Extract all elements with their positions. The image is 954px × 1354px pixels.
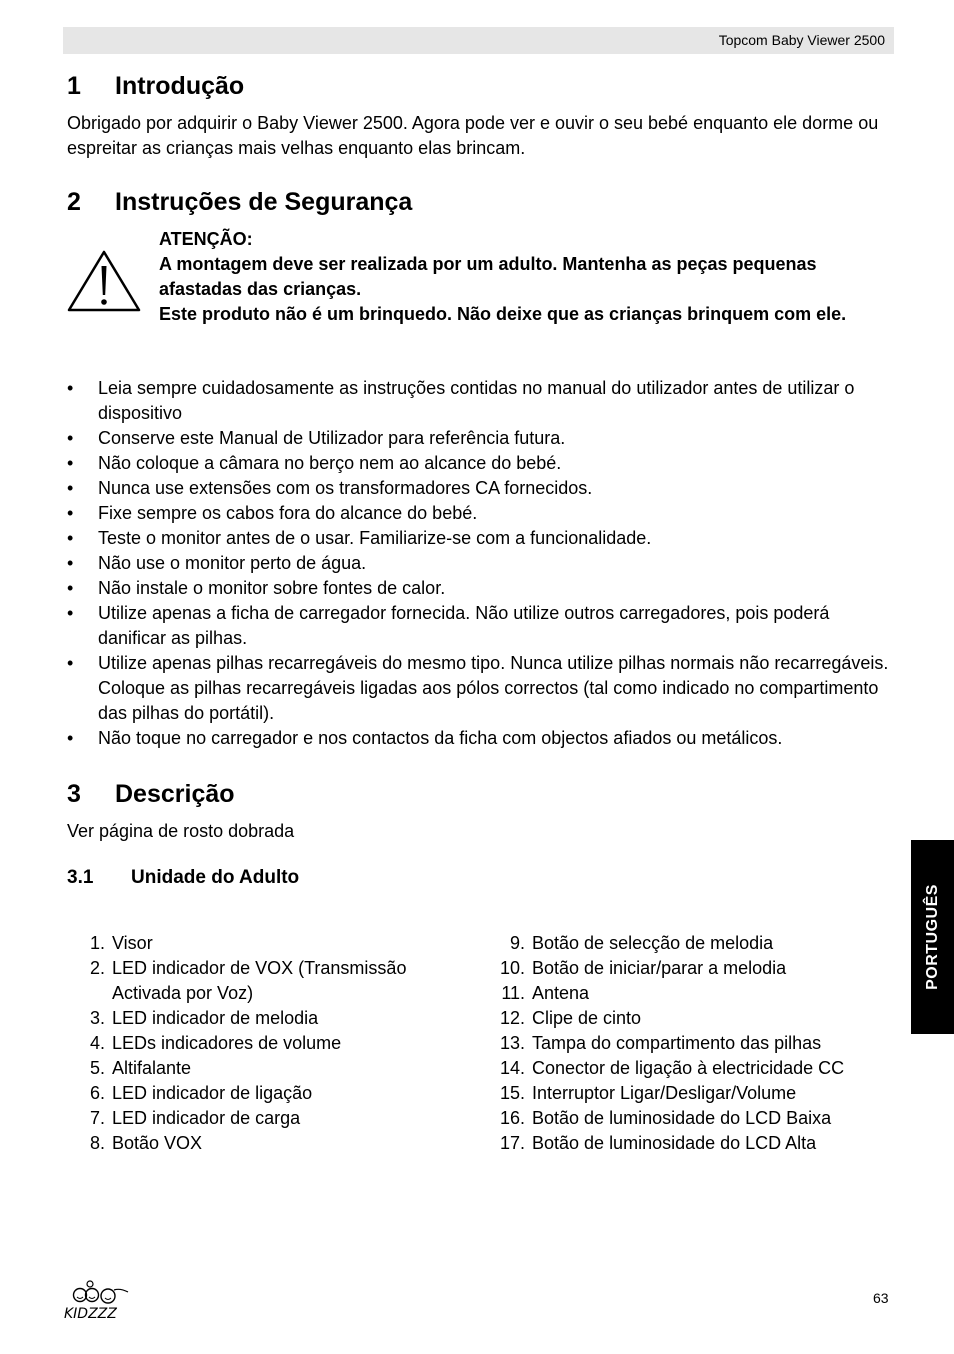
list-item: 1. Visor (89, 933, 153, 953)
kidzzz-logo-icon (62, 1278, 138, 1322)
header-bar (63, 27, 894, 54)
subsection-3-1-heading (67, 867, 299, 889)
list-item: 15. Interruptor Ligar/Desligar/Volume (499, 1083, 797, 1103)
section-2-number: 2 (67, 188, 81, 216)
list-item: 11. Antena (501, 983, 590, 1003)
list-item: 5. Altifalante (89, 1058, 192, 1078)
list-item: • Não coloque a câmara no berço nem ao alcance do bebé. (67, 451, 897, 476)
list-item: 12. Clipe de cinto (499, 1008, 642, 1028)
language-tab (911, 840, 954, 1034)
warning-triangle-icon (66, 248, 142, 314)
section-3-title: Descrição (115, 780, 235, 808)
list-item: • Leia sempre cuidadosamente as instruções contidas no manual do utilizador antes de utilizar o dispositivo (67, 378, 855, 423)
language-tab-label: PORTUGUÊS (923, 884, 941, 990)
list-item: 3. LED indicador de melodia (89, 1008, 319, 1028)
section-2-heading (67, 188, 412, 217)
bullet-marker: • (67, 553, 74, 573)
bullet-marker: • (67, 578, 74, 598)
section-1-title: Introdução (115, 72, 245, 100)
list-item: • Teste o monitor antes de o usar. Familiarize-se com a funcionalidade. (67, 526, 897, 551)
section-2-title: Instruções de Segurança (115, 188, 413, 216)
parts-list-right (487, 931, 872, 1156)
header-title: Topcom Baby Viewer 2500 (718, 32, 885, 48)
warning-line-2: Este produto não é um brinquedo. Não deixe que as crianças brinquem com ele. (159, 304, 847, 324)
list-item: 17. Botão de luminosidade do LCD Alta (499, 1133, 817, 1153)
list-item: 10. Botão de iniciar/parar a melodia (499, 958, 787, 978)
list-item: • Utilize apenas a ficha de carregador fornecida. Não utilize outros carregadores, pois poderá danificar as pilhas. (67, 603, 830, 648)
safety-bullet-list (67, 376, 897, 751)
description-paragraph: Ver página de rosto dobrada (67, 821, 295, 841)
parts-list-left (67, 931, 467, 1156)
bullet-marker: • (67, 728, 74, 748)
bullet-marker: • (67, 503, 74, 523)
bullet-marker: • (67, 378, 74, 398)
list-item: 2. LED indicador de VOX (Transmissão Activada por Voz) (89, 958, 407, 1003)
bullet-marker: • (67, 478, 74, 498)
subsection-number: 3.1 (67, 867, 94, 888)
list-item: • Fixe sempre os cabos fora do alcance do bebé. (67, 501, 897, 526)
bullet-marker: • (67, 428, 74, 448)
list-item: 6. LED indicador de ligação (89, 1083, 313, 1103)
logo-text: KIDZZZ (64, 1306, 117, 1322)
list-item: • Utilize apenas pilhas recarregáveis do mesmo tipo. Nunca utilize pilhas normais não recarregáveis. Coloque as pilhas recarregáveis ligadas aos pólos correctos (tal como indicado no compartimento das pilhas do portátil). (67, 653, 889, 723)
list-item: 4. LEDs indicadores de volume (89, 1033, 342, 1053)
section-1-heading (67, 72, 244, 101)
list-item: 7. LED indicador de carga (89, 1108, 301, 1128)
list-item: • Não instale o monitor sobre fontes de calor. (67, 576, 897, 601)
page-number: 63 (873, 1290, 889, 1306)
bullet-marker: • (67, 453, 74, 473)
list-item: 13. Tampa do compartimento das pilhas (499, 1033, 822, 1053)
list-item: 8. Botão VOX (89, 1133, 203, 1153)
section-3-number: 3 (67, 780, 81, 808)
list-item: 16. Botão de luminosidade do LCD Baixa (499, 1108, 832, 1128)
subsection-title: Unidade do Adulto (131, 867, 300, 888)
bullet-marker: • (67, 653, 74, 673)
warning-heading: ATENÇÃO: (159, 229, 253, 249)
bullet-marker: • (67, 528, 74, 548)
list-item: • Não toque no carregador e nos contactos da ficha com objectos afiados ou metálicos. (67, 726, 897, 751)
list-item: 14. Conector de ligação à electricidade CC (499, 1058, 845, 1078)
list-item: • Não use o monitor perto de água. (67, 551, 897, 576)
warning-block (159, 227, 899, 327)
list-item: 9. Botão de selecção de melodia (509, 933, 774, 953)
list-item: • Nunca use extensões com os transformadores CA fornecidos. (67, 476, 897, 501)
warning-line-1: A montagem deve ser realizada por um adulto. Mantenha as peças pequenas afastadas das crianças. (159, 254, 817, 299)
list-item: • Conserve este Manual de Utilizador para referência futura. (67, 426, 897, 451)
section-1-number: 1 (67, 72, 81, 100)
bullet-marker: • (67, 603, 74, 623)
intro-paragraph: Obrigado por adquirir o Baby Viewer 2500. Agora pode ver e ouvir o seu bebé enquanto ele dorme ou espreitar as crianças mais velhas enquanto elas brincam. (67, 113, 879, 158)
section-3-heading (67, 780, 235, 809)
